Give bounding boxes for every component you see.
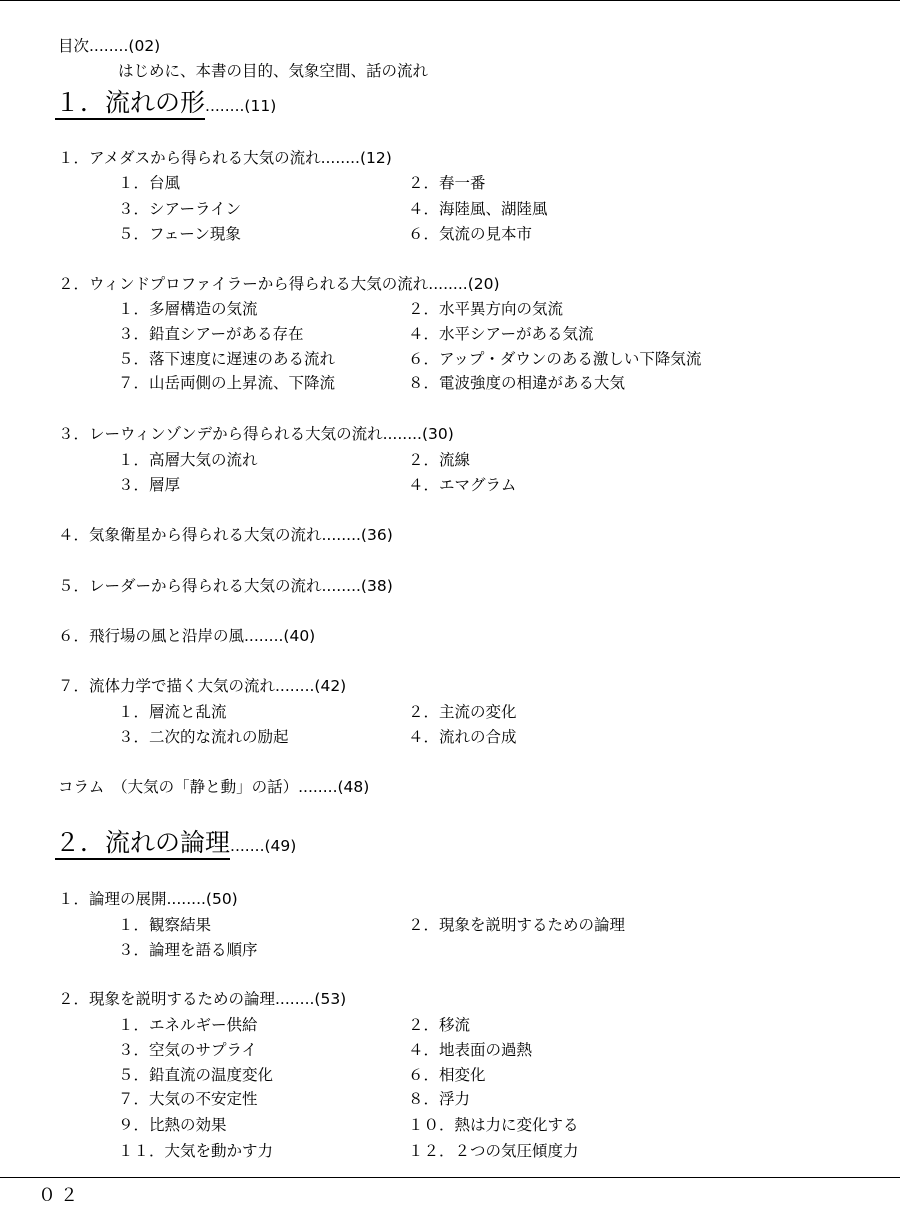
section-1-3-item: ４．エマグラム [408, 476, 517, 494]
section-1-2-item: ７．山岳両側の上昇流、下降流 [118, 374, 336, 392]
section-2-2-item: １１．大気を動かす力 [118, 1142, 274, 1160]
section-1-1-title: １．アメダスから得られる大気の流れ........(12) [58, 149, 392, 167]
section-1-4-title: ４．気象衛星から得られる大気の流れ........(36) [58, 526, 393, 544]
section-2-2-item: ４．地表面の過熱 [408, 1041, 533, 1059]
section-2-1-item: １．観察結果 [118, 916, 212, 934]
section-1-2-item: １．多層構造の気流 [118, 300, 258, 318]
section-2-2-item: ５．鉛直流の温度変化 [118, 1066, 274, 1084]
section-1-2-item: ５．落下速度に遅速のある流れ [118, 350, 336, 368]
section-1-2-item: ３．鉛直シアーがある存在 [118, 325, 304, 343]
section-2-2-item: ９．比熱の効果 [118, 1116, 227, 1134]
section-1-1-item: ５．フェーン現象 [118, 225, 241, 243]
section-1-7-item: ２．主流の変化 [408, 703, 517, 721]
section-2-2-item: ３．空気のサプライ [118, 1041, 258, 1059]
toc-intro: はじめに、本書の目的、気象空間、話の流れ [118, 62, 429, 80]
section-2-1-item: ３．論理を語る順序 [118, 941, 258, 959]
section-1-1-item: ３．シアーライン [118, 200, 242, 218]
section-1-3-item: ２．流線 [408, 451, 471, 469]
section-2-2-item: １０．熱は力に変化する [408, 1116, 579, 1134]
section-1-7-title: ７．流体力学で描く大気の流れ........(42) [58, 677, 347, 695]
chapter-1-heading [55, 88, 276, 121]
footer-rule [0, 1177, 900, 1178]
section-1-7-item: ３．二次的な流れの励起 [118, 728, 289, 746]
chapter-1-title: １．流れの形 [55, 88, 205, 120]
section-2-2-item: ７．大気の不安定性 [118, 1090, 258, 1108]
section-1-1-item: ６．気流の見本市 [408, 225, 533, 243]
section-1-5-title: ５．レーダーから得られる大気の流れ........(38) [58, 577, 393, 595]
section-1-2-item: ２．水平異方向の気流 [408, 300, 564, 318]
section-2-1-item: ２．現象を説明するための論理 [408, 916, 626, 934]
section-1-2-item: ８．電波強度の相違がある大気 [408, 374, 626, 392]
section-1-6-title: ６．飛行場の風と沿岸の風........(40) [58, 627, 316, 645]
section-1-3-title: ３．レーウィンゾンデから得られる大気の流れ........(30) [58, 425, 454, 443]
section-1-1-item: ４．海陸風、湖陸風 [408, 200, 548, 218]
section-2-2-item: １．エネルギー供給 [118, 1016, 258, 1034]
section-1-1-item: ２．春一番 [408, 174, 486, 192]
page-number: ０２ [38, 1185, 82, 1206]
section-2-2-item: ２．移流 [408, 1016, 471, 1034]
section-1-3-item: ３．層厚 [118, 476, 181, 494]
section-1-7-item: １．層流と乱流 [118, 703, 227, 721]
section-1-3-item: １．高層大気の流れ [118, 451, 258, 469]
top-rule [0, 0, 900, 1]
column-entry: コラム （大気の「静と動」の話）........(48) [58, 778, 370, 796]
section-1-2-item: ４．水平シアーがある気流 [408, 325, 594, 343]
section-2-1-title: １．論理の展開........(50) [58, 890, 238, 908]
chapter-2-page: .......(49) [230, 837, 297, 855]
section-2-2-item: ６．相変化 [408, 1066, 486, 1084]
section-1-1-item: １．台風 [118, 174, 181, 192]
section-2-2-title: ２．現象を説明するための論理........(53) [58, 990, 347, 1008]
section-1-2-title: ２．ウィンドプロファイラーから得られる大気の流れ........(20) [58, 275, 500, 293]
section-1-7-item: ４．流れの合成 [408, 728, 517, 746]
chapter-1-page: ........(11) [205, 97, 277, 115]
section-2-2-item: １２．２つの気圧傾度力 [408, 1142, 579, 1160]
section-1-2-item: ６．アップ・ダウンのある激しい下降気流 [408, 350, 702, 368]
section-2-2-item: ８．浮力 [408, 1090, 471, 1108]
chapter-2-title: ２．流れの論理 [55, 828, 230, 860]
toc-label: 目次........(02) [58, 37, 161, 55]
chapter-2-heading [55, 828, 296, 861]
